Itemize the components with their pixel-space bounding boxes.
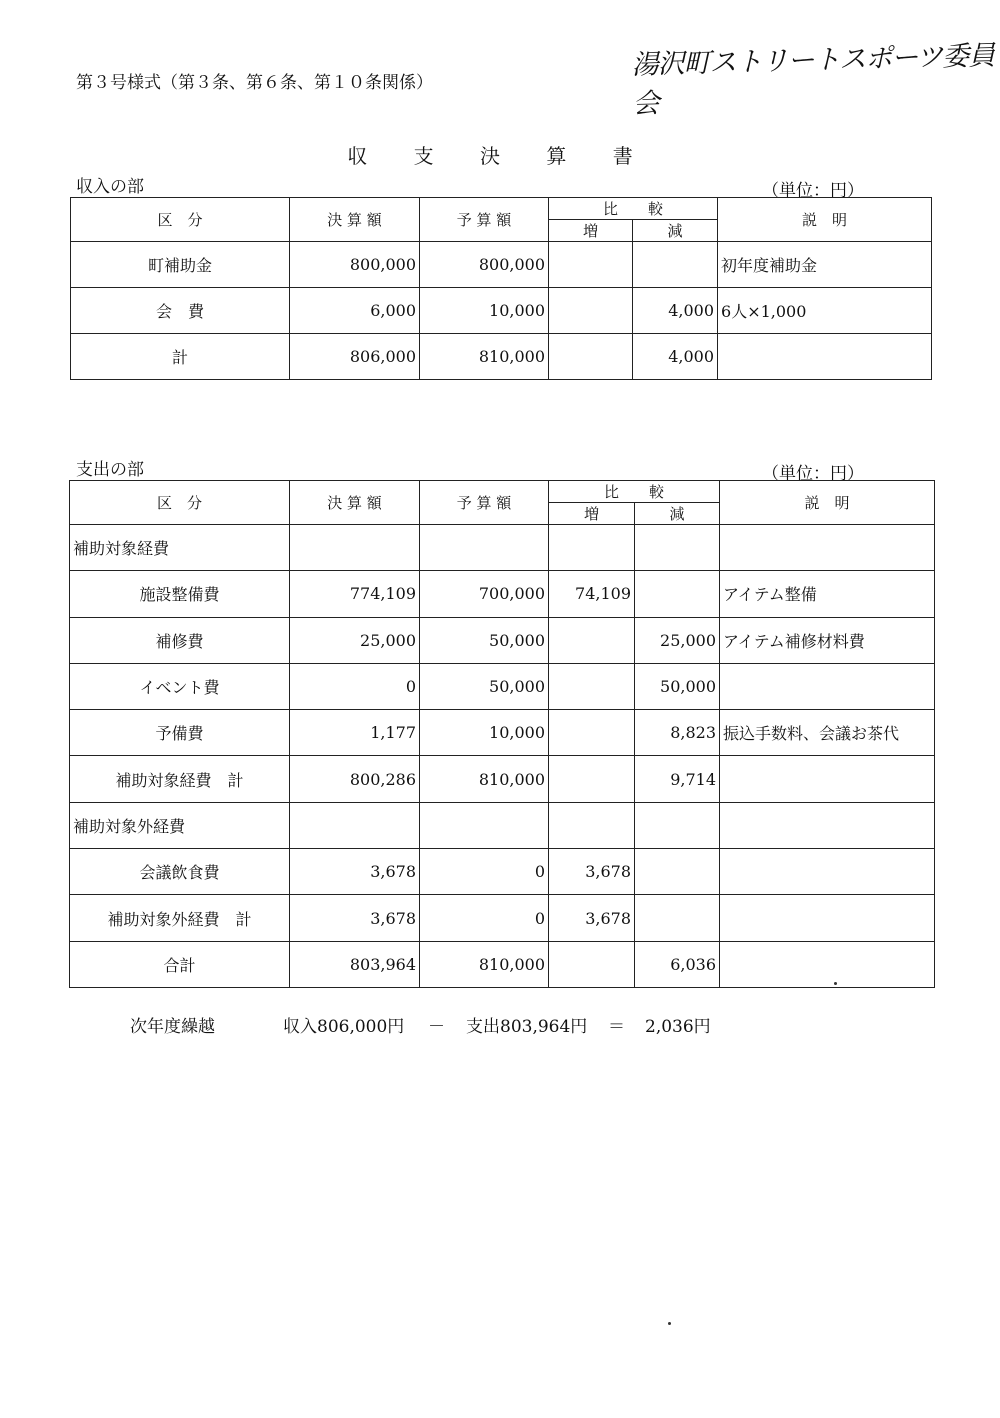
- expense-cell-category: 補修費: [70, 617, 290, 663]
- income-cell-settled: 800,000: [290, 242, 420, 288]
- expense-cell-category: 補助対象経費 計: [70, 756, 290, 802]
- expense-cell-increase: [549, 617, 635, 663]
- expense-cell-category: 合計: [70, 941, 290, 987]
- income-cell-budget: 800,000: [420, 242, 549, 288]
- expense-header-decrease: 減: [635, 503, 720, 525]
- expense-cell-note: [720, 849, 935, 895]
- expense-cell-decrease: 8,823: [635, 710, 720, 756]
- expense-cell-settled: 774,109: [290, 571, 420, 617]
- income-cell-budget: 10,000: [420, 288, 549, 334]
- form-number: 第３号様式（第３条、第６条、第１０条関係）: [76, 73, 433, 93]
- income-cell-note: 初年度補助金: [718, 242, 932, 288]
- expense-cell-settled: 3,678: [290, 895, 420, 941]
- expense-row: [70, 756, 935, 802]
- income-cell-settled: 6,000: [290, 288, 420, 334]
- expense-header-note: 説 明: [720, 481, 935, 525]
- page-title: 収 支 決 算 書: [347, 144, 653, 168]
- income-table: [70, 197, 932, 380]
- carryover-equals: ＝: [608, 1017, 625, 1037]
- expense-cell-budget: 10,000: [420, 710, 549, 756]
- expense-header-increase: 増: [549, 503, 635, 525]
- expense-cell-decrease: [635, 895, 720, 941]
- expense-cell-increase: [549, 941, 635, 987]
- expense-cell-decrease: [635, 571, 720, 617]
- expense-cell-budget: 0: [420, 895, 549, 941]
- expense-cell-decrease: [635, 849, 720, 895]
- expense-cell-budget: [420, 802, 549, 848]
- expense-cell-note: [720, 895, 935, 941]
- expense-row: [70, 663, 935, 709]
- expense-table: [69, 480, 935, 988]
- expense-cell-decrease: [635, 525, 720, 571]
- expense-cell-settled: 25,000: [290, 617, 420, 663]
- income-cell-note: 6人×1,000: [718, 288, 932, 334]
- expense-cell-increase: [549, 525, 635, 571]
- expense-cell-increase: 3,678: [549, 895, 635, 941]
- expense-cell-category: 予備費: [70, 710, 290, 756]
- expense-cell-settled: [290, 802, 420, 848]
- organization-name: 湯沢町ストリートスポーツ委員会: [631, 40, 995, 120]
- expense-cell-increase: [549, 802, 635, 848]
- income-header-note: 説 明: [718, 198, 932, 242]
- expense-cell-settled: 800,286: [290, 756, 420, 802]
- income-cell-increase: [549, 334, 633, 380]
- expense-cell-budget: 810,000: [420, 941, 549, 987]
- expense-cell-category: イベント費: [70, 663, 290, 709]
- income-cell-decrease: 4,000: [633, 288, 718, 334]
- carryover-result: 2,036円: [645, 1017, 711, 1037]
- income-cell-increase: [549, 288, 633, 334]
- expense-cell-budget: 810,000: [420, 756, 549, 802]
- carryover-expense: 支出803,964円: [466, 1017, 588, 1037]
- expense-cell-settled: 0: [290, 663, 420, 709]
- expense-header-settled: 決 算 額: [290, 481, 420, 525]
- carryover-minus: －: [428, 1017, 445, 1037]
- expense-cell-note: [720, 663, 935, 709]
- expense-header-compare: 比 較: [549, 481, 720, 503]
- income-cell-note: [718, 334, 932, 380]
- income-cell-increase: [549, 242, 633, 288]
- expense-cell-note: [720, 756, 935, 802]
- expense-cell-category: 補助対象経費: [70, 525, 290, 571]
- expense-row: [70, 571, 935, 617]
- expense-header-budget: 予 算 額: [420, 481, 549, 525]
- expense-cell-increase: 3,678: [549, 849, 635, 895]
- income-cell-budget: 810,000: [420, 334, 549, 380]
- expense-section-title: 支出の部: [76, 460, 144, 480]
- income-row: [71, 334, 932, 380]
- expense-row: [70, 617, 935, 663]
- expense-cell-increase: [549, 663, 635, 709]
- income-header-budget: 予 算 額: [420, 198, 549, 242]
- expense-cell-budget: 0: [420, 849, 549, 895]
- income-header-category: 区 分: [71, 198, 290, 242]
- income-unit: （単位：円）: [762, 181, 864, 201]
- expense-cell-decrease: 6,036: [635, 941, 720, 987]
- scan-speck: [668, 1322, 671, 1325]
- expense-row: [70, 941, 935, 987]
- expense-cell-budget: [420, 525, 549, 571]
- expense-cell-settled: [290, 525, 420, 571]
- income-row: [71, 242, 932, 288]
- expense-cell-decrease: 25,000: [635, 617, 720, 663]
- income-cell-category: 計: [71, 334, 290, 380]
- expense-cell-note: 振込手数料、会議お茶代: [720, 710, 935, 756]
- expense-cell-decrease: 9,714: [635, 756, 720, 802]
- expense-row: [70, 849, 935, 895]
- expense-cell-category: 補助対象外経費: [70, 802, 290, 848]
- expense-cell-increase: 74,109: [549, 571, 635, 617]
- carryover-label: 次年度繰越: [130, 1017, 215, 1037]
- expense-cell-note: [720, 941, 935, 987]
- income-cell-category: 町補助金: [71, 242, 290, 288]
- expense-cell-decrease: [635, 802, 720, 848]
- income-cell-settled: 806,000: [290, 334, 420, 380]
- expense-cell-settled: 803,964: [290, 941, 420, 987]
- expense-row: [70, 895, 935, 941]
- income-header-compare: 比 較: [549, 198, 718, 220]
- expense-unit: （単位：円）: [762, 464, 864, 484]
- expense-row: [70, 710, 935, 756]
- expense-header-category: 区 分: [70, 481, 290, 525]
- income-cell-category: 会 費: [71, 288, 290, 334]
- scan-speck: [834, 982, 837, 985]
- expense-cell-decrease: 50,000: [635, 663, 720, 709]
- expense-cell-settled: 3,678: [290, 849, 420, 895]
- expense-row: [70, 525, 935, 571]
- expense-cell-increase: [549, 756, 635, 802]
- expense-cell-category: 施設整備費: [70, 571, 290, 617]
- expense-row: [70, 802, 935, 848]
- expense-cell-note: [720, 802, 935, 848]
- income-section-title: 収入の部: [76, 177, 144, 197]
- expense-cell-budget: 50,000: [420, 663, 549, 709]
- expense-cell-category: 会議飲食費: [70, 849, 290, 895]
- carryover-income: 収入806,000円: [283, 1017, 405, 1037]
- expense-cell-note: アイテム補修材料費: [720, 617, 935, 663]
- expense-cell-category: 補助対象外経費 計: [70, 895, 290, 941]
- expense-cell-note: [720, 525, 935, 571]
- expense-cell-increase: [549, 710, 635, 756]
- income-header-increase: 増: [549, 220, 633, 242]
- expense-cell-budget: 50,000: [420, 617, 549, 663]
- income-cell-decrease: [633, 242, 718, 288]
- income-header-settled: 決 算 額: [290, 198, 420, 242]
- expense-cell-budget: 700,000: [420, 571, 549, 617]
- income-cell-decrease: 4,000: [633, 334, 718, 380]
- expense-cell-note: アイテム整備: [720, 571, 935, 617]
- income-header-decrease: 減: [633, 220, 718, 242]
- expense-cell-settled: 1,177: [290, 710, 420, 756]
- income-row: [71, 288, 932, 334]
